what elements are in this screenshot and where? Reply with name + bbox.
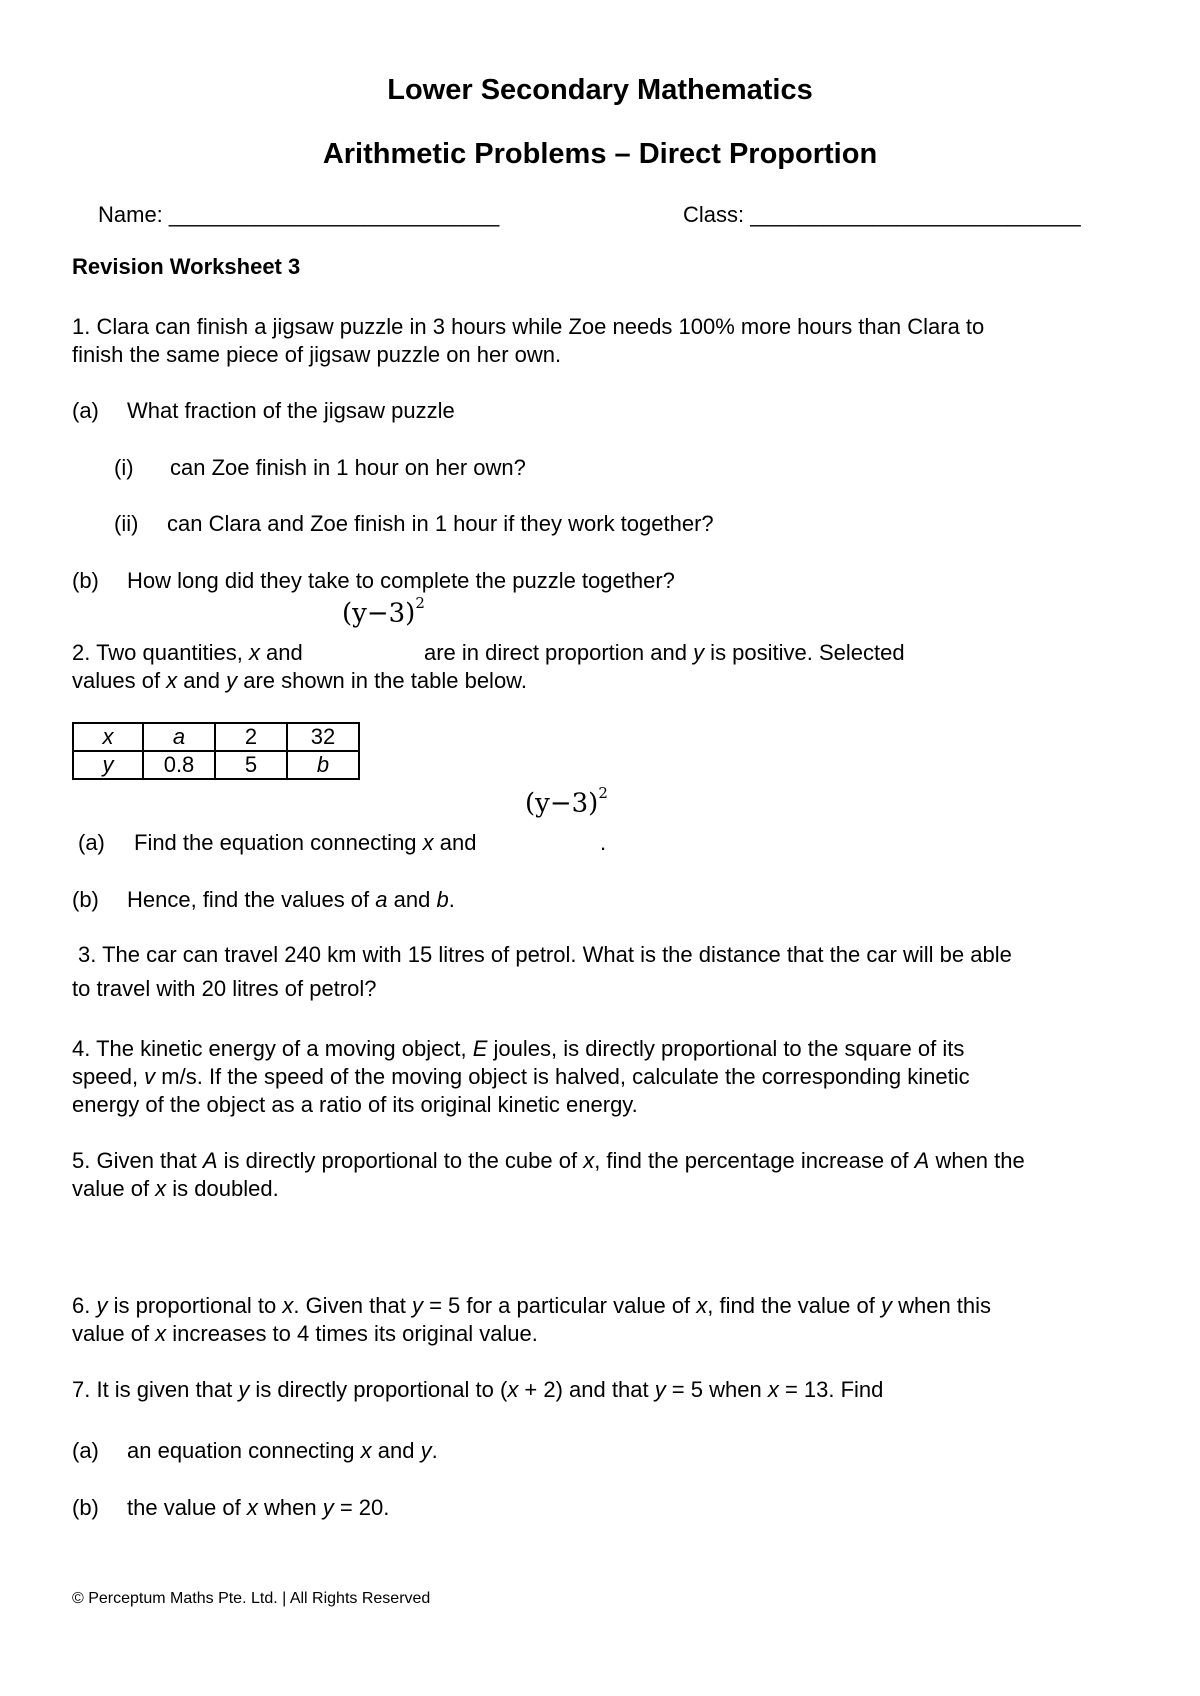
table-cell: 0.8 (143, 751, 215, 779)
q3-text-line2: to travel with 20 litres of petrol? (72, 976, 377, 1001)
name-field[interactable]: Name: ___________________________ (98, 202, 500, 227)
q2-text-line2: values of x and y are shown in the table below. (72, 668, 527, 693)
table-cell: 2 (215, 723, 287, 751)
q6-text-line1: 6. y is proportional to x. Given that y = 5 for a particular value of x, find the value of y when this (72, 1293, 992, 1318)
q1a-label: (a) (72, 398, 99, 423)
q1b-text: How long did they take to complete the puzzle together? (127, 568, 675, 593)
page-title: Lower Secondary Mathematics (387, 74, 813, 106)
q2b-label: (b) (72, 887, 99, 912)
table-cell: b (287, 751, 359, 779)
class-field[interactable]: Class: ___________________________ (683, 202, 1081, 227)
q2a-period: . (600, 830, 607, 855)
page-subtitle: Arithmetic Problems – Direct Proportion (322, 138, 878, 170)
q7b-text: the value of x when y = 20. (127, 1495, 390, 1520)
q1aii-label: (ii) (114, 511, 139, 536)
table-row (73, 723, 359, 751)
table-cell: 5 (215, 751, 287, 779)
q6-text-line2: value of x increases to 4 times its original value. (72, 1321, 538, 1346)
q5-text-line1: 5. Given that A is directly proportional to the cube of x, find the percentage increase of A when the (72, 1148, 1025, 1173)
q1ai-label: (i) (114, 455, 134, 480)
q4-text-line2: speed, v m/s. If the speed of the moving object is halved, calculate the corresponding kinetic (72, 1064, 970, 1089)
q2a-text: Find the equation connecting x and (134, 830, 477, 855)
q1aii-text: can Clara and Zoe finish in 1 hour if they work together? (167, 511, 714, 536)
table-cell: 32 (287, 723, 359, 751)
table-cell: a (143, 723, 215, 751)
q3-text-line1: 3. The car can travel 240 km with 15 litres of petrol. What is the distance that the car will be able (78, 942, 1012, 967)
q1ai-text: can Zoe finish in 1 hour on her own? (170, 455, 526, 480)
q4-text-line1: 4. The kinetic energy of a moving object, E joules, is directly proportional to the square of its (72, 1036, 965, 1061)
q5-text-line2: value of x is doubled. (72, 1176, 279, 1201)
q2a-expression: $(y-3)^2$ (525, 784, 608, 819)
q4-text-line3: energy of the object as a ratio of its original kinetic energy. (72, 1092, 638, 1117)
q2-text-line1-cont: are in direct proportion and y is positive. Selected (424, 640, 905, 665)
table-cell: y (73, 751, 143, 779)
q7a-label: (a) (72, 1438, 99, 1463)
q7-text-line1: 7. It is given that y is directly proportional to (x + 2) and that y = 5 when x = 13. Find (72, 1377, 884, 1402)
worksheet-title: Revision Worksheet 3 (72, 254, 301, 279)
values-table (72, 722, 360, 780)
q7a-text: an equation connecting x and y. (127, 1438, 438, 1463)
table-cell: x (73, 723, 143, 751)
q1a-text: What fraction of the jigsaw puzzle (127, 398, 455, 423)
q1b-label: (b) (72, 568, 99, 593)
table-row (73, 751, 359, 779)
q2-text-line1: 2. Two quantities, x and (72, 640, 303, 665)
q2a-label: (a) (78, 830, 105, 855)
q1-text-line1: 1. Clara can finish a jigsaw puzzle in 3 hours while Zoe needs 100% more hours than Clara to (72, 314, 985, 339)
q2-expression: $(y-3)^2$ (342, 594, 425, 629)
q1-text-line2: finish the same piece of jigsaw puzzle on her own. (72, 342, 562, 367)
q7b-label: (b) (72, 1495, 99, 1520)
copyright-footer: © Perceptum Maths Pte. Ltd. | All Rights Reserved (72, 1590, 431, 1607)
q2b-text: Hence, find the values of a and b. (127, 887, 455, 912)
